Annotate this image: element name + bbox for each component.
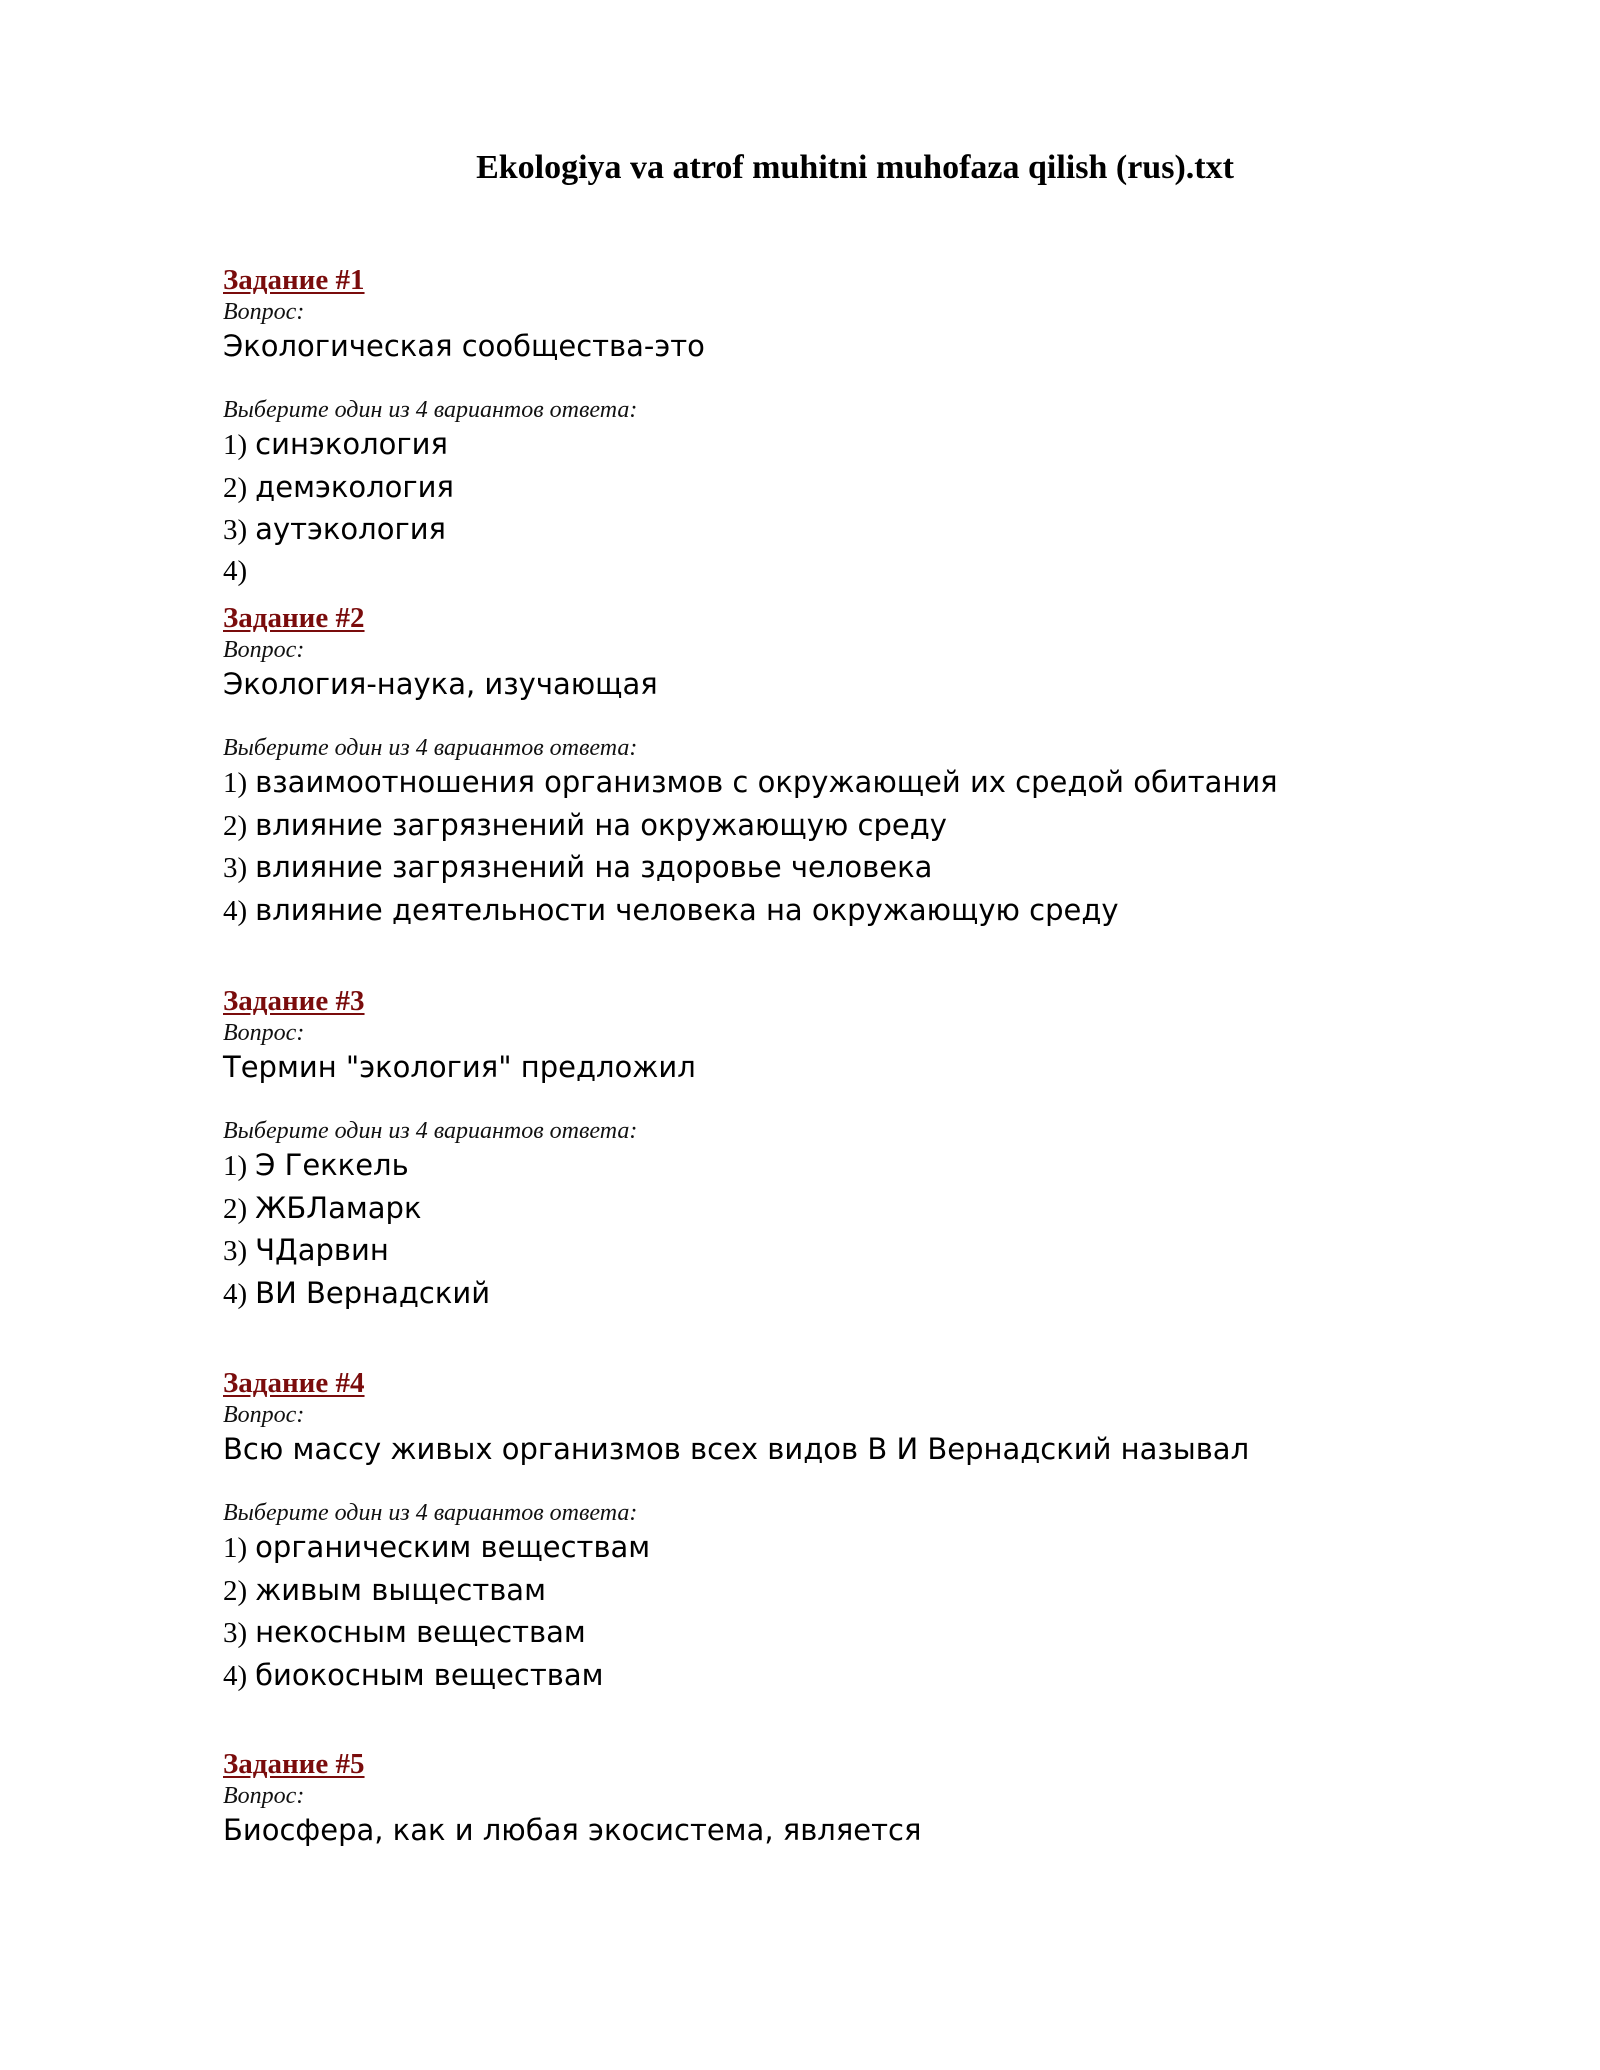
question-label: Вопрос: [223,1402,305,1428]
answer-text: взаимоотношения организмов с окружающей их средой обитания [255,765,1278,799]
answer-text: синэкология [255,427,448,461]
answer-list [223,1530,1423,1700]
answer-text: ЧДарвин [255,1233,389,1267]
answer-number: 4) [223,894,248,927]
answer-instructions: Выберите один из 4 вариантов ответа: [223,1118,638,1144]
answer-option [223,555,1423,587]
answer-number: 3) [223,852,248,884]
answer-number: 4) [223,554,248,587]
question-label: Вопрос: [223,637,305,663]
task-3 [223,984,1423,1318]
answer-number: 2) [223,471,248,504]
answer-option [223,1658,1423,1701]
answer-text: влияние деятельности человека на окружающую среду [255,892,1119,927]
answer-number: 4) [223,1659,248,1692]
answer-text: влияние загрязнений на здоровье человека [255,850,933,884]
answer-text: ЖБЛамарк [255,1190,422,1225]
answer-option [223,1276,1423,1319]
answer-text: живым выществам [255,1572,546,1607]
answer-text: некосным веществам [255,1615,586,1649]
answer-option [223,765,1423,808]
answer-instructions: Выберите один из 4 вариантов ответа: [223,735,638,761]
answer-number: 3) [223,1617,248,1649]
answer-number: 4) [223,1277,248,1310]
question-text: Термин "экология" предложил [223,1050,696,1084]
answer-option [223,1615,1423,1658]
answer-text: биокосным веществам [255,1657,604,1692]
answer-option [223,893,1423,936]
answer-number: 3) [223,1235,248,1267]
answer-text: органическим веществам [255,1530,651,1564]
answer-list [223,1148,1423,1318]
answer-option [223,470,1423,513]
answer-text: влияние загрязнений на окружающую среду [255,807,947,842]
task-2 [223,601,1423,935]
answer-option [223,1148,1423,1191]
task-heading: Задание #3 [223,985,365,1017]
answer-number: 1) [223,1532,248,1564]
task-heading: Задание #5 [223,1748,365,1780]
answer-number: 1) [223,1150,248,1182]
answer-instructions: Выберите один из 4 вариантов ответа: [223,397,638,423]
document-title: Ekologiya va atrof muhitni muhofaza qilish (rus).txt [476,149,1234,186]
answer-number: 2) [223,1574,248,1607]
task-heading: Задание #1 [223,264,365,296]
answer-number: 1) [223,767,248,799]
task-4 [223,1366,1423,1700]
answer-list [223,427,1423,587]
answer-list [223,765,1423,935]
question-label: Вопрос: [223,1783,305,1809]
question-label: Вопрос: [223,1020,305,1046]
answer-text: демэкология [255,469,454,504]
question-text: Всю массу живых организмов всех видов В И Вернадский называл [223,1432,1250,1466]
answer-option [223,1530,1423,1573]
question-label: Вопрос: [223,299,305,325]
answer-option [223,808,1423,851]
answer-text: Э Геккель [255,1148,409,1182]
task-5 [223,1747,1423,1849]
answer-option [223,1233,1423,1276]
answer-text: ВИ Вернадский [255,1275,491,1310]
answer-number: 2) [223,1192,248,1225]
answer-text: аутэкология [255,512,446,546]
answer-option [223,1191,1423,1234]
answer-instructions: Выберите один из 4 вариантов ответа: [223,1500,638,1526]
answer-number: 3) [223,514,248,546]
task-heading: Задание #4 [223,1367,365,1399]
answer-option [223,427,1423,470]
question-text: Биосфера, как и любая экосистема, является [223,1813,922,1847]
task-1 [223,263,1423,587]
answer-option [223,512,1423,555]
answer-option [223,850,1423,893]
answer-number: 1) [223,429,248,461]
task-heading: Задание #2 [223,602,365,634]
question-text: Экология-наука, изучающая [223,667,658,701]
question-text: Экологическая сообщества-это [223,329,705,363]
answer-option [223,1573,1423,1616]
answer-number: 2) [223,809,248,842]
